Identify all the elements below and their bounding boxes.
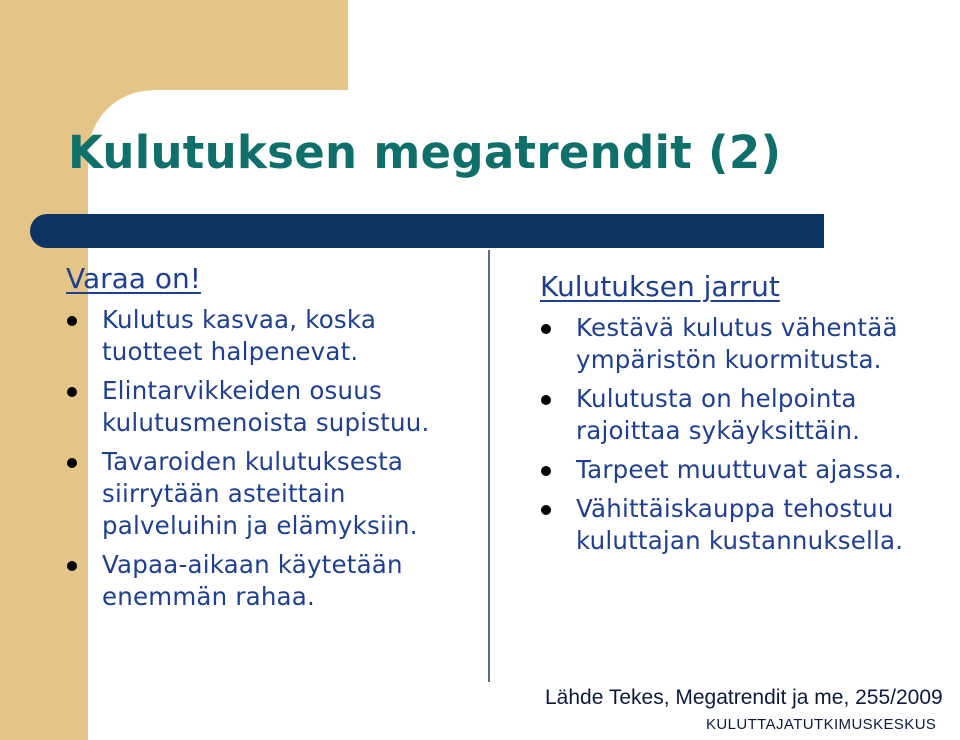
bullet-text: Vapaa-aikaan käytetään enemmän rahaa. [102,550,403,611]
title-underline-bar [30,214,824,248]
list-item [66,549,476,613]
bullet-text: Vähittäiskauppa tehostuu kuluttajan kustannuksella. [576,494,904,555]
right-bullet-list [540,312,950,557]
left-column [66,262,476,620]
left-bullet-list [66,304,476,613]
right-column-heading: Kulutuksen jarrut [540,270,780,303]
bullet-text: Tarpeet muuttuvat ajassa. [576,455,902,484]
slide-title: Kulutuksen megatrendit (2) [68,126,782,179]
list-item [540,312,950,376]
bullet-icon [67,387,77,397]
list-item [66,375,476,439]
bullet-icon [541,395,551,405]
list-item [540,383,950,447]
source-citation: Lähde Tekes, Megatrendit ja me, 255/2009 [545,686,943,709]
list-item [540,454,950,486]
bullet-text: Elintarvikkeiden osuus kulutusmenoista supistuu. [102,376,430,437]
bullet-text: Tavaroiden kulutuksesta siirrytään asteittain palveluihin ja elämyksiin. [102,447,418,540]
list-item [66,446,476,542]
bullet-icon [541,324,551,334]
bullet-icon [541,505,551,515]
bullet-text: Kulutusta on helpointa rajoittaa sykäyksittäin. [576,384,861,445]
list-item [66,304,476,368]
right-column [540,270,950,564]
footer-brand: KULUTTAJATUTKIMUSKESKUS [706,716,937,733]
left-column-heading: Varaa on! [66,262,201,295]
list-item [540,493,950,557]
bullet-text: Kulutus kasvaa, koska tuotteet halpenevat. [102,305,377,366]
bullet-icon [67,458,77,468]
bullet-text: Kestävä kulutus vähentää ympäristön kuormitusta. [576,313,898,374]
bullet-icon [67,561,77,571]
bullet-icon [541,466,551,476]
bullet-icon [67,316,77,326]
column-divider [488,250,490,682]
